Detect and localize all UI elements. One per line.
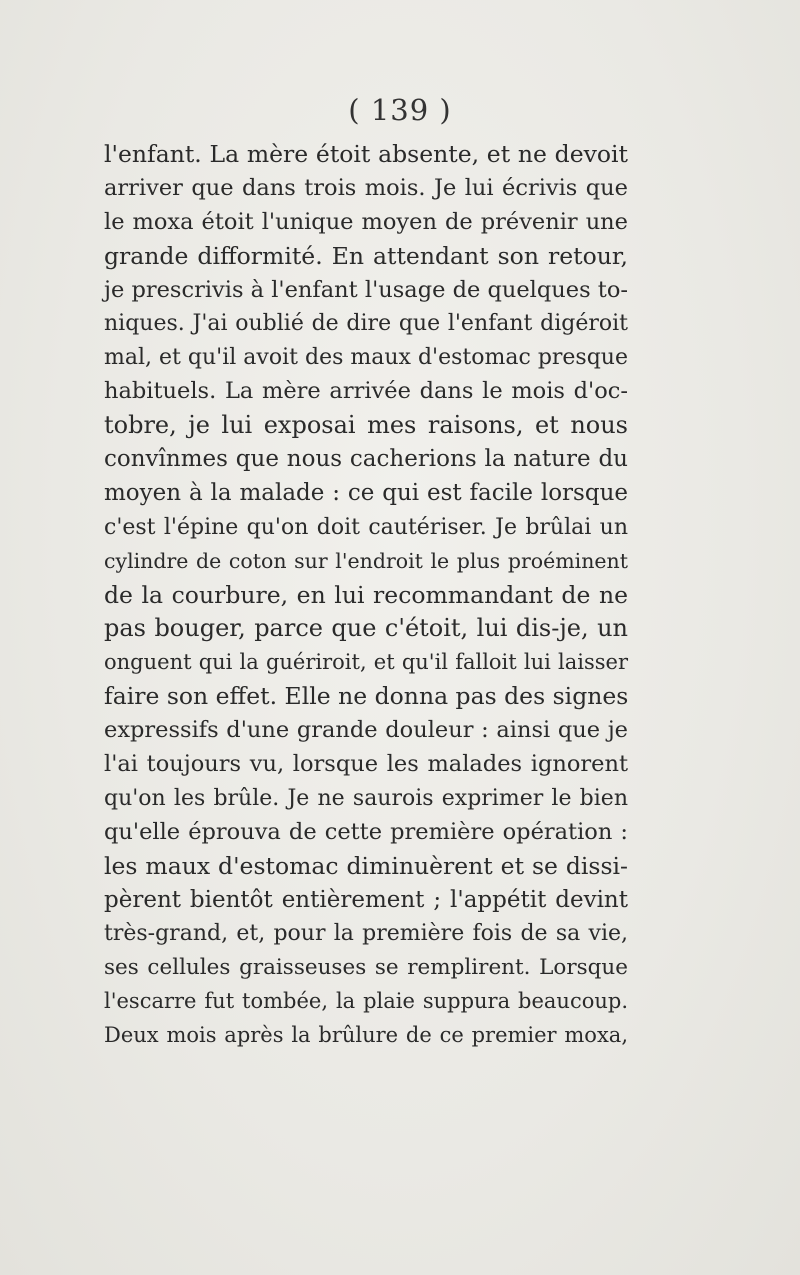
- text-line: c'est l'épine qu'on doit cautériser. Je brûlai un: [104, 514, 628, 540]
- page-number: ( 139 ): [348, 93, 452, 127]
- text-line: expressifs d'une grande douleur : ainsi que je: [104, 717, 628, 744]
- text-line: ses cellules graisseuses se remplirent. Lorsque: [104, 955, 628, 981]
- text-line: pèrent bientôt entièrement ; l'appétit devint: [104, 886, 628, 913]
- text-line: Deux mois après la brûlure de ce premier moxa,: [104, 1023, 628, 1048]
- text-line: de la courbure, en lui recommandant de ne: [104, 580, 628, 609]
- text-line: niques. J'ai oublié de dire que l'enfant digéroit: [104, 311, 628, 337]
- text-line: l'ai toujours vu, lorsque les malades ignorent: [104, 751, 628, 778]
- text-line: onguent qui la guériroit, et qu'il falloit lui laisser: [104, 650, 628, 675]
- text-line: qu'on les brûle. Je ne saurois exprimer le bien: [104, 785, 628, 811]
- text-line: habituels. La mère arrivée dans le mois d'oc-: [104, 378, 628, 405]
- text-line: convînmes que nous cacherions la nature du: [104, 446, 628, 473]
- text-line: très-grand, et, pour la première fois de sa vie,: [104, 921, 628, 947]
- text-line: pas bouger, parce que c'étoit, lui dis-je, un: [104, 614, 628, 643]
- text-line: cylindre de coton sur l'endroit le plus proéminent: [104, 548, 628, 573]
- text-line: moyen à la malade : ce qui est facile lorsque: [104, 479, 628, 506]
- body-text: [104, 138, 628, 1053]
- text-line: qu'elle éprouva de cette première opération :: [104, 818, 628, 845]
- text-line: tobre, je lui exposai mes raisons, et nous: [104, 411, 628, 440]
- text-line: l'enfant. La mère étoit absente, et ne devoit: [104, 140, 628, 168]
- text-line: les maux d'estomac diminuèrent et se dissi-: [104, 851, 628, 880]
- text-line: faire son effet. Elle ne donna pas des signes: [104, 682, 629, 711]
- text-line: le moxa étoit l'unique moyen de prévenir une: [104, 208, 628, 235]
- text-line: grande difformité. En attendant son retour,: [104, 241, 628, 270]
- text-line: arriver que dans trois mois. Je lui écrivis que: [104, 174, 628, 201]
- text-line: mal, et qu'il avoit des maux d'estomac presque: [104, 345, 628, 371]
- text-line: je prescrivis à l'enfant l'usage de quelques to-: [104, 276, 628, 303]
- text-line: l'escarre fut tombée, la plaie suppura beaucoup.: [104, 989, 628, 1014]
